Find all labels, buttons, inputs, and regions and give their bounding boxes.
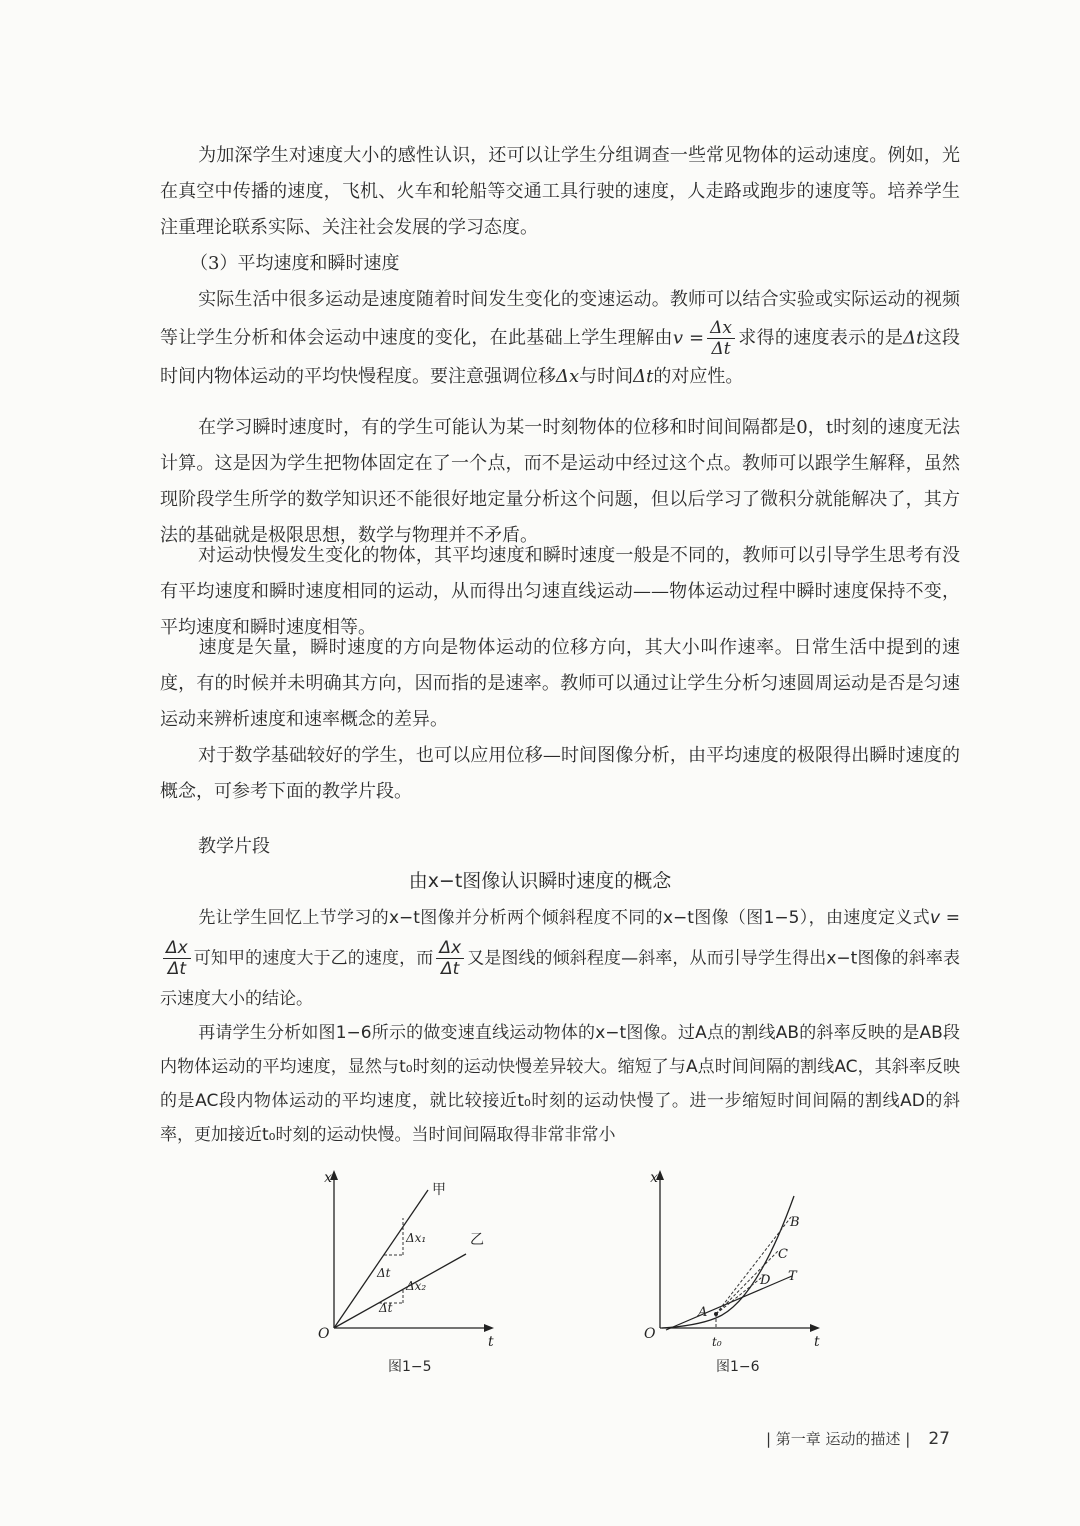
curve-xt <box>662 1196 794 1328</box>
label-a: A <box>698 1305 708 1320</box>
paragraph-instant-speed <box>160 410 960 554</box>
point-a <box>714 1312 718 1316</box>
fraction-dx-dt <box>707 318 735 359</box>
fraction-dx-dt <box>436 938 464 979</box>
fraction-dx-dt <box>163 938 191 979</box>
axis-label-x: x <box>324 1170 332 1186</box>
paragraph-text: 可知甲的速度大于乙的速度，而 <box>193 948 434 969</box>
figure-1-5 <box>310 1162 510 1356</box>
figure-1-6-caption: 图1−6 <box>716 1359 760 1375</box>
label-dt: Δt <box>379 1301 393 1315</box>
teaching-fragment-label: 教学片段 <box>198 836 270 857</box>
symbol-dx: Δx <box>556 366 580 387</box>
page-number: 27 <box>928 1429 950 1449</box>
fraction-denominator: Δt <box>167 959 186 979</box>
fraction-denominator: Δt <box>441 959 460 979</box>
page-footer <box>766 1428 950 1449</box>
paragraph-text: 这段时间内物体运动的平均快慢程度。要注意强调位移 <box>160 327 961 387</box>
section-heading-average-instant <box>160 246 960 282</box>
paragraph-text: 速度是矢量，瞬时速度的方向是物体运动的位移方向，其大小叫作速率。日常生活中提到的速度，有的时候并未明确其方向，因而指的是速率。教师可以通过让学生分析匀速圆周运动是否是匀速运动来辨析速度和速率概念的差异。 <box>160 637 960 730</box>
paragraph-text: 实际生活中很多运动是速度随着时间发生变化的变速运动。教师可以结合实验或实际运动的视频等让学生分析和体会运动中速度的变化，在此基础上学生理解由 <box>160 289 960 349</box>
fraction-numerator: Δx <box>163 938 191 959</box>
symbol-dt: Δt <box>633 366 654 387</box>
figure-1-6-graph <box>636 1162 836 1352</box>
paragraph-speed-survey <box>160 138 960 246</box>
fraction-denominator: Δt <box>711 339 731 359</box>
figure-1-5-graph <box>310 1162 510 1352</box>
origin-label: O <box>318 1326 330 1342</box>
paragraph-text: 求得的速度表示的是 <box>737 327 904 349</box>
line-yi <box>334 1254 466 1328</box>
paragraph-text: 又是图线的倾斜程度—斜率，从而引导学生得出x−t图像的斜率表示速度大小的结论。 <box>160 948 960 1009</box>
paragraph-text: 与时间 <box>579 366 634 387</box>
fraction-numerator: Δx <box>707 318 735 339</box>
paragraph-speed-vector <box>160 630 960 738</box>
axis-label-t: t <box>488 1334 494 1350</box>
label-c: C <box>778 1247 788 1262</box>
paragraph-text: 的对应性。 <box>653 366 744 387</box>
paragraph-fragment-intro <box>160 898 960 1019</box>
paragraph-fragment-secant <box>160 1016 960 1152</box>
axis-label-t: t <box>814 1334 820 1350</box>
label-t0: t₀ <box>712 1335 722 1349</box>
label-tangent-t: T <box>788 1269 797 1284</box>
line-label-jia: 甲 <box>432 1182 446 1198</box>
chapter-title: | 第一章 运动的描述 | <box>765 1430 911 1448</box>
paragraph-advanced-students <box>160 738 960 810</box>
symbol-dt: Δt <box>903 327 924 349</box>
label-b: B <box>790 1215 800 1230</box>
axis-label-x: x <box>650 1170 658 1186</box>
axis-arrow-icon <box>810 1324 820 1332</box>
fraction-numerator: Δx <box>436 938 464 959</box>
origin-label: O <box>644 1326 656 1342</box>
paragraph-average-speed <box>160 282 960 395</box>
figure-1-5-caption: 图1−5 <box>388 1359 432 1375</box>
formula-lhs: v = <box>929 908 960 928</box>
teaching-fragment-title: 由x−t图像认识瞬时速度的概念 <box>408 870 672 892</box>
paragraph-text: 对运动快慢发生变化的物体，其平均速度和瞬时速度一般是不同的，教师可以引导学生思考有没有平均速度和瞬时速度相同的运动，从而得出匀速直线运动——物体运动过程中瞬时速度保持不变，平均速度和瞬时速度相等。 <box>160 545 960 638</box>
figure-1-6 <box>636 1162 836 1356</box>
label-dt: Δt <box>377 1266 391 1280</box>
paragraph-text: 先让学生回忆上节学习的x−t图像并分析两个倾斜程度不同的x−t图像（图1−5），由速度定义式 <box>198 908 930 928</box>
line-label-yi: 乙 <box>470 1232 484 1248</box>
label-d: D <box>760 1273 771 1288</box>
label-dx1: Δx₁ <box>406 1231 427 1245</box>
section-heading-text: （3）平均速度和瞬时速度 <box>190 253 400 274</box>
paragraph-text: 在学习瞬时速度时，有的学生可能认为某一时刻物体的位移和时间间隔都是0，t时刻的速度无法计算。这是因为学生把物体固定在了一个点，而不是运动中经过这个点。教师可以跟学生解释，虽然现阶段学生所学的数学知识还不能很好地定量分析这个问题，但以后学习了微积分就能解决了，其方法的基础就是极限思想，数学与物理并不矛盾。 <box>160 417 960 546</box>
secant-ad <box>716 1274 766 1314</box>
axis-arrow-icon <box>484 1324 494 1332</box>
paragraph-text: 为加深学生对速度大小的感性认识，还可以让学生分组调查一些常见物体的运动速度。例如，光在真空中传播的速度，飞机、火车和轮船等交通工具行驶的速度，人走路或跑步的速度等。培养学生注重理论联系实际、关注社会发展的学习态度。 <box>160 145 960 238</box>
formula-lhs: v = <box>672 327 705 349</box>
paragraph-text: 再请学生分析如图1−6所示的做变速直线运动物体的x−t图像。过A点的割线AB的斜率反映的是AB段内物体运动的平均速度，显然与t₀时刻的运动快慢差异较大。缩短了与A点时间间隔的割线AC，其斜率反映的是AC段内物体运动的平均速度，就比较接近t₀时刻的运动快慢了。进一步缩短时间间隔的割线AD的斜率，更加接近t₀时刻的运动快慢。当时间间隔取得非常非常小 <box>160 1023 960 1145</box>
paragraph-text: 对于数学基础较好的学生，也可以应用位移—时间图像分析，由平均速度的极限得出瞬时速度的概念，可参考下面的教学片段。 <box>160 745 960 802</box>
label-dx2: Δx₂ <box>406 1279 427 1293</box>
